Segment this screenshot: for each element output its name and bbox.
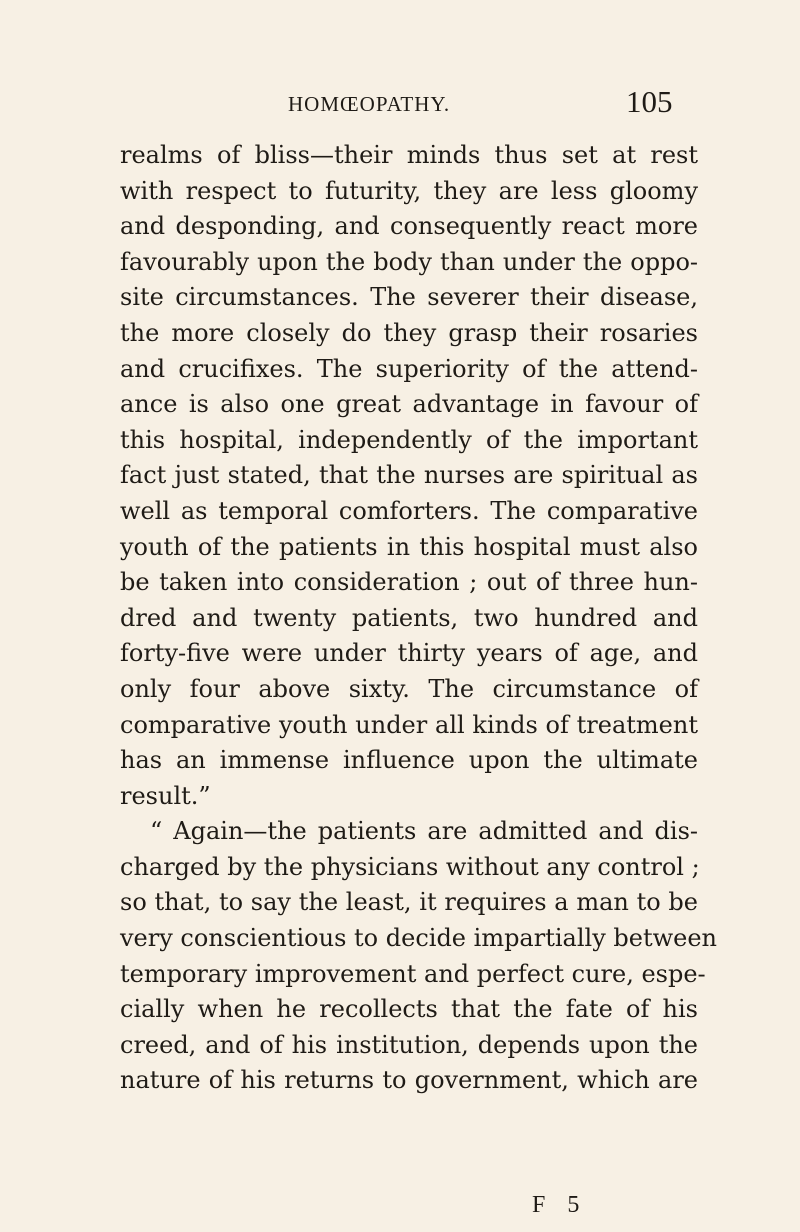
- text-line: very conscientious to decide impartially between: [120, 924, 717, 953]
- text-line: forty-five were under thirty years of age, and: [120, 639, 698, 668]
- text-line: has an immense influence upon the ultimate: [120, 746, 698, 775]
- text-line: be taken into consideration ; out of three hun-: [120, 568, 698, 597]
- text-line: so that, to say the least, it requires a man to be: [120, 888, 698, 917]
- text-line: “ Again—the patients are admitted and dis-: [150, 817, 698, 846]
- text-line: favourably upon the body than under the oppo-: [120, 247, 698, 276]
- text-line: cially when he recollects that the fate of his: [120, 995, 698, 1024]
- text-line: and desponding, and consequently react more: [120, 212, 698, 241]
- text-line: with respect to futurity, they are less gloomy: [120, 176, 698, 205]
- text-line: dred and twenty patients, two hundred and: [120, 603, 698, 632]
- text-line: realms of bliss—their minds thus set at rest: [120, 141, 698, 169]
- text-line: well as temporal comforters. The comparative: [120, 496, 698, 525]
- text-line: only four above sixty. The circumstance of: [120, 674, 698, 703]
- text-line: site circumstances. The severer their disease,: [120, 283, 698, 312]
- text-line: youth of the patients in this hospital must also: [120, 532, 698, 561]
- text-line: temporary improvement and perfect cure, espe-: [120, 959, 706, 988]
- text-line: nature of his returns to government, which are: [120, 1066, 698, 1095]
- text-line: ance is also one great advantage in favour of: [120, 390, 698, 419]
- text-line: comparative youth under all kinds of treatment: [120, 710, 698, 739]
- running-title: HOMŒOPATHY.: [288, 92, 451, 116]
- text-line: this hospital, independently of the important: [120, 425, 698, 454]
- text-line: and crucifixes. The superiority of the attend-: [120, 354, 698, 383]
- body-text: [120, 138, 717, 1099]
- text-line: creed, and of his institution, depends upon the: [120, 1030, 698, 1059]
- text-line: fact just stated, that the nurses are spiritual as: [120, 461, 698, 490]
- page-header: [0, 84, 800, 126]
- text-line: result.”: [120, 781, 211, 810]
- text-line: the more closely do they grasp their rosaries: [120, 318, 698, 347]
- text-line: charged by the physicians without any control ;: [120, 852, 700, 881]
- page-number: 105: [626, 84, 673, 119]
- signature-mark: F 5: [532, 1192, 588, 1218]
